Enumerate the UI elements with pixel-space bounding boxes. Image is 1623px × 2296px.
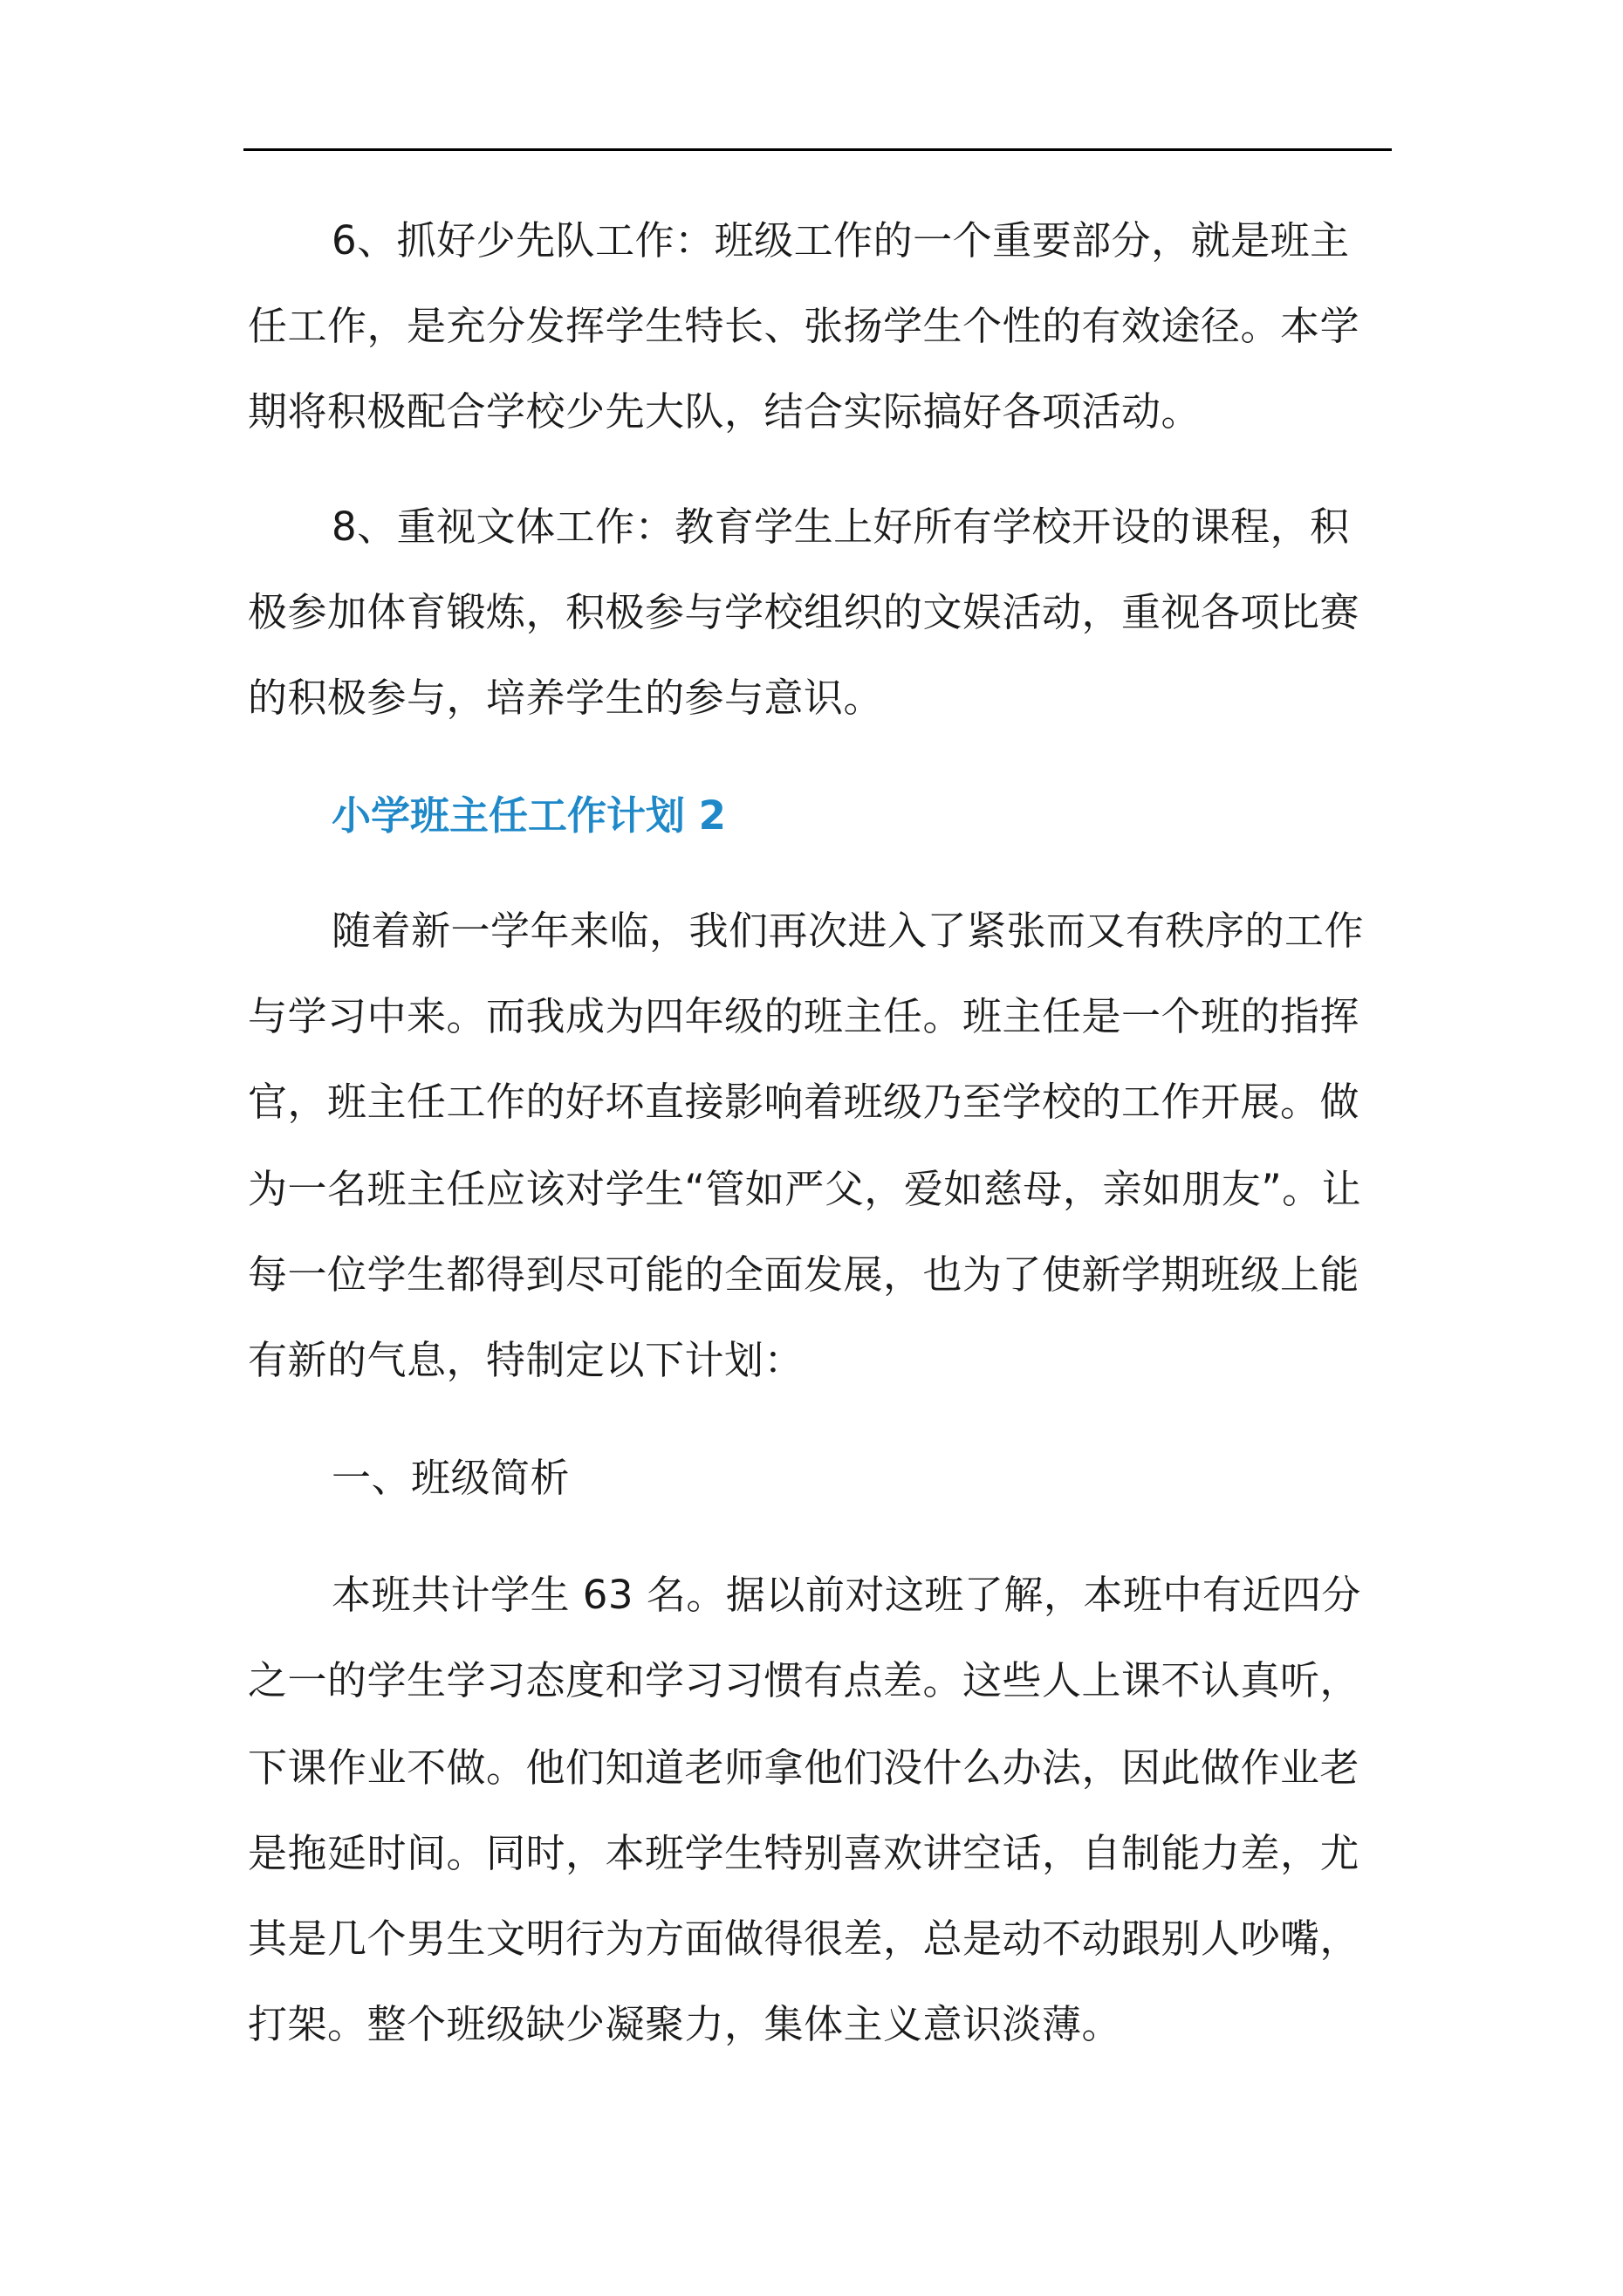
text-line: 为一名班主任应该对学生“管如严父，爱如慈母，亲如朋友”。让 (248, 1166, 1362, 1212)
text-line: 6、抓好少先队工作：班级工作的一个重要部分，就是班主 (332, 217, 1350, 264)
text-line: 极参加体育锻炼，积极参与学校组织的文娱活动，重视各项比赛 (248, 589, 1360, 635)
text-line: 本班共计学生 63 名。据以前对这班了解，本班中有近四分 (332, 1572, 1361, 1618)
text-line: 之一的学生学习态度和学习习惯有点差。这些人上课不认真听， (248, 1657, 1360, 1703)
text-line: 其是几个男生文明行为方面做得很差，总是动不动跟别人吵嘴， (248, 1916, 1360, 1962)
section-heading: 小学班主任工作计划 2 (332, 792, 726, 839)
text-line: 是拖延时间。同时，本班学生特别喜欢讲空话，自制能力差，尤 (248, 1830, 1360, 1876)
text-line: 打架。整个班级缺少凝聚力，集体主义意识淡薄。 (248, 2001, 1122, 2047)
text-line: 期将积极配合学校少先大队，结合实际搞好各项活动。 (248, 388, 1202, 435)
text-line: 任工作，是充分发挥学生特长、张扬学生个性的有效途径。本学 (248, 303, 1360, 349)
text-line: 每一位学生都得到尽可能的全面发展，也为了使新学期班级上能 (248, 1251, 1360, 1298)
header-rule (243, 148, 1392, 151)
text-line: 随着新一学年来临，我们再次进入了紧张而又有秩序的工作 (332, 908, 1365, 954)
text-line: 8、重视文体工作：教育学生上好所有学校开设的课程，积 (332, 504, 1350, 550)
text-line: 有新的气息，特制定以下计划： (248, 1337, 805, 1383)
text-line: 下课作业不做。他们知道老师拿他们没什么办法，因此做作业老 (248, 1744, 1360, 1791)
text-line: 官，班主任工作的好坏直接影响着班级乃至学校的工作开展。做 (248, 1079, 1360, 1125)
text-line: 与学习中来。而我成为四年级的班主任。班主任是一个班的指挥 (248, 993, 1360, 1039)
text-line: 的积极参与，培养学生的参与意识。 (248, 675, 884, 721)
subsection-title: 一、班级简析 (332, 1455, 571, 1501)
